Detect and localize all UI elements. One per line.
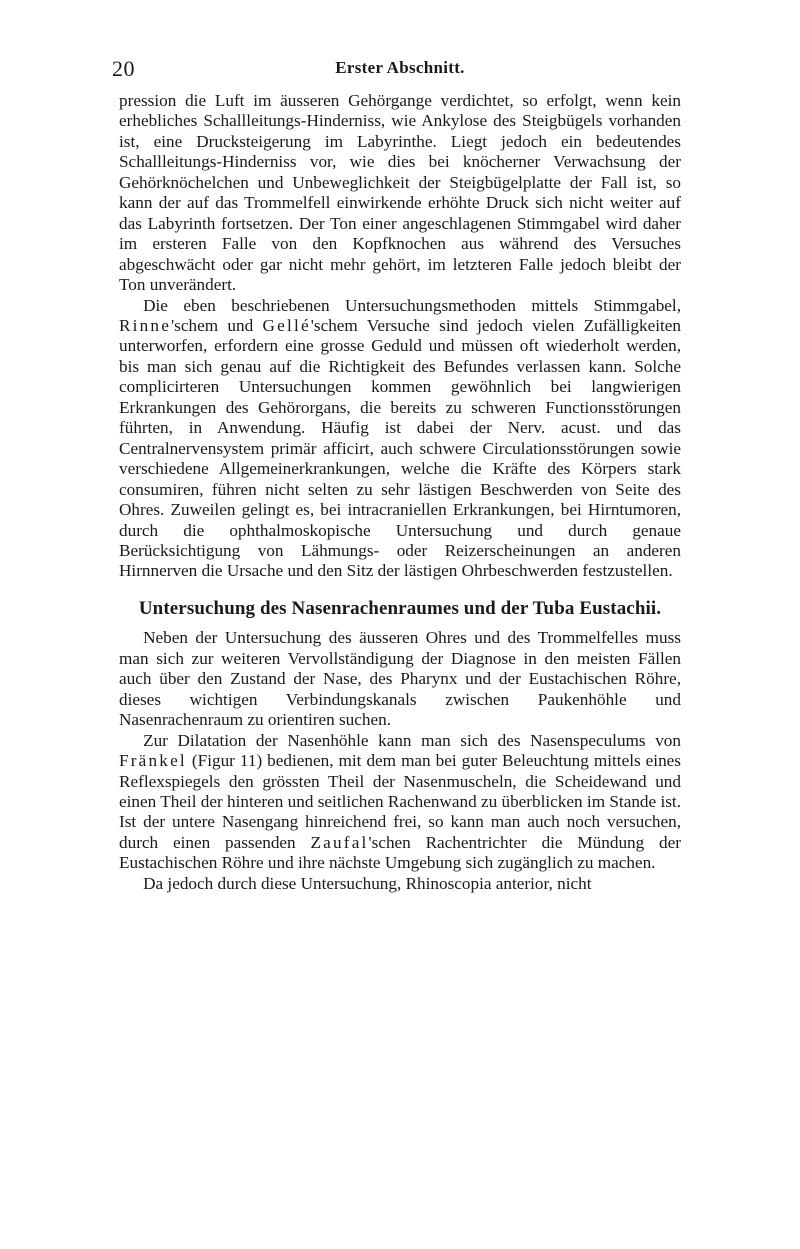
paragraph-text: (Figur 11) bedienen, mit dem man bei guter Beleuchtung mittels eines Reflexspiegels den grössten Theil der Nasenmuscheln, die Scheidewand und einen Theil der hinteren und seitlichen Rachenwand zu überblicken im Stande ist. Ist der untere Nasengang hinreichend frei, so kann man auch noch versuchen, durch einen passenden [119,751,681,852]
body-text [119,91,681,894]
section-heading: Untersuchung des Nasenrachenraumes und der Tuba Eustachii. [138,597,662,619]
paragraph-test-methods [119,296,681,582]
running-title: Erster Abschnitt. [335,58,465,77]
paragraph-text: 'schem und [171,315,254,335]
paragraph-text: Zur Dilatation der Nasenhöhle kann man sich des Nasenspeculums von [143,730,681,750]
paragraph-text: Die eben beschriebenen Untersuchungsmethoden mittels Stimmgabel, [143,295,681,315]
paragraph-speculum [119,731,681,874]
paragraph-text: 'schen Rachentrichter die Mündung der Eustachischen Röhre und ihre nächste Umgebung sich zugänglich zu machen. [119,832,681,873]
author-name-zaufal: Zaufal [310,832,369,852]
author-name-fraenkel: Fränkel [119,751,187,771]
paragraph-nasopharynx: Neben der Untersuchung des äusseren Ohres und des Trommelfelles muss man sich zur weiteren Vervollständigung der Diagnose in den meisten Fällen auch über den Zustand der Nase, des Pharynx und der Eustachischen Röhre, dieses wichtigen Verbindungskanals zwischen Paukenhöhle und Nasenrachenraum zu orientiren suchen. [119,628,681,730]
author-name-rinne: Rinne [119,315,172,335]
page-header [0,56,800,86]
page-number: 20 [112,56,135,81]
paragraph-text: 'schem Versuche sind jedoch vielen Zufälligkeiten unterworfen, erfordern eine grosse Geduld und müssen oft wiederholt werden, bis man sich genau auf die Richtigkeit des Befundes verlassen kann. Solche complicirteren Untersuchungen kommen gewöhnlich bei langwierigen Erkrankungen des Gehörorgans, die bereits zu schweren Functionsstörungen führten, in Anwendung. Häufig ist dabei der Nerv. acust. und das Centralnervensystem primär afficirt, auch schwere Circulationsstörungen sowie verschiedene Allgemeinerkrankungen, welche die Kräfte des Körpers stark consumiren, führen nicht selten zu sehr lästigen Beschwerden von Seite des Ohres. Zuweilen gelingt es, bei intracraniellen Erkrankungen, bei Hirntumoren, durch die ophthalmoskopische Untersuchung und durch genaue Berücksichtigung von Lähmungs- oder Reizerscheinungen an anderen Hirnnerven die Ursache und den Sitz der lästigen Ohrbeschwerden festzustellen. [119,315,681,581]
paragraph-continuation: pression die Luft im äusseren Gehörgange verdichtet, so erfolgt, wenn kein erhebliches Schallleitungs-Hinderniss, wie Ankylose des Steigbügels vorhanden ist, eine Drucksteigerung im Labyrinthe. Liegt jedoch ein bedeutendes Schallleitungs-Hinderniss vor, wie dies bei knöcherner Verwachsung der Gehörknöchelchen und Unbeweglichkeit der Steigbügelplatte der Fall ist, so kann der auf das Trommelfell einwirkende erhöhte Druck sich nicht weiter auf das Labyrinth fortsetzen. Der Ton einer angeschlagenen Stimmgabel wird daher im ersteren Falle von den Kopfknochen aus während des Versuches abgeschwächt oder gar nicht mehr gehört, im letzteren Falle jedoch bleibt der Ton unverändert. [119,91,681,295]
author-name-gelle: Gellé [262,315,311,335]
paragraph-rhinoscopy: Da jedoch durch diese Untersuchung, Rhinoscopia anterior, nicht [143,873,592,893]
